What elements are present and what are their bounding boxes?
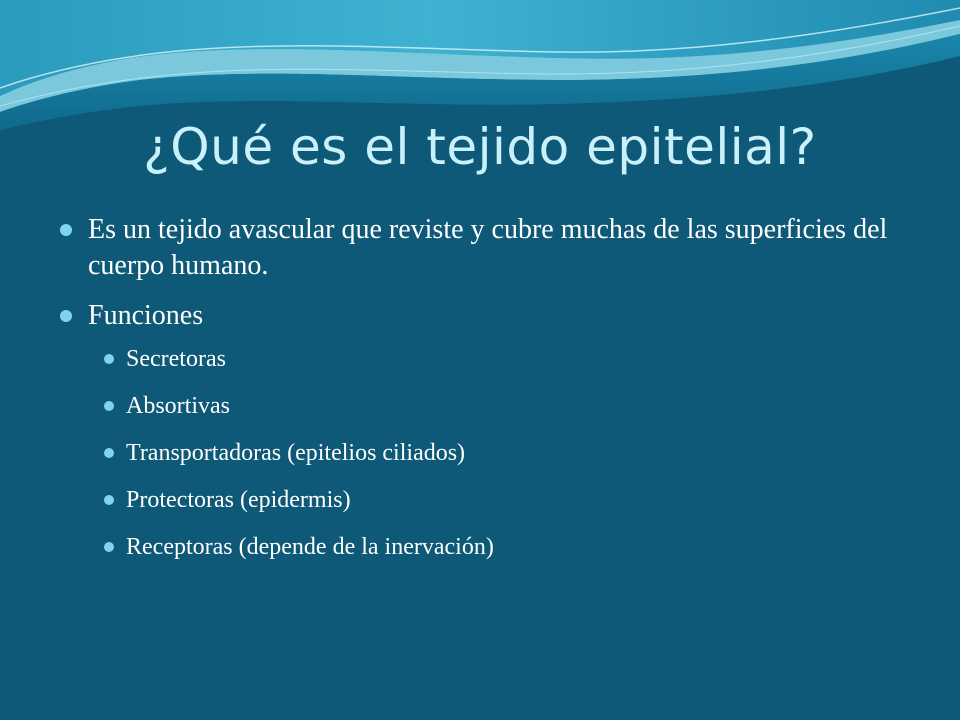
sub-bullet-dot-icon xyxy=(104,448,114,458)
sub-bullet-receptoras xyxy=(60,532,900,562)
sub-bullet-text: Absortivas xyxy=(126,393,230,419)
sub-bullet-text: Protectoras (epidermis) xyxy=(126,487,351,513)
bullet-dot-icon xyxy=(60,224,72,236)
bullet-list xyxy=(60,212,900,579)
sub-bullet-absortivas xyxy=(60,391,900,421)
slide-title: ¿Qué es el tejido epitelial? xyxy=(143,118,817,176)
sub-bullet-text: Receptoras (depende de la inervación) xyxy=(126,534,494,560)
bullet-dot-icon xyxy=(60,310,72,322)
bullet-text: Funciones xyxy=(88,300,204,331)
bullet-funciones xyxy=(60,298,900,334)
bullet-definition xyxy=(60,212,900,284)
sub-bullet-text: Transportadoras (epitelios ciliados) xyxy=(126,440,466,466)
sub-bullet-transportadoras xyxy=(60,438,900,468)
sub-bullet-dot-icon xyxy=(104,542,114,552)
sub-bullet-dot-icon xyxy=(104,401,114,411)
sub-bullet-secretoras xyxy=(60,344,900,374)
sub-bullet-dot-icon xyxy=(104,354,114,364)
bullet-text: Es un tejido avascular que reviste y cubre muchas de las superficies del cuerpo humano. xyxy=(88,214,888,281)
sub-bullet-text: Secretoras xyxy=(126,346,226,372)
sub-bullet-protectoras xyxy=(60,485,900,515)
sub-bullet-dot-icon xyxy=(104,495,114,505)
